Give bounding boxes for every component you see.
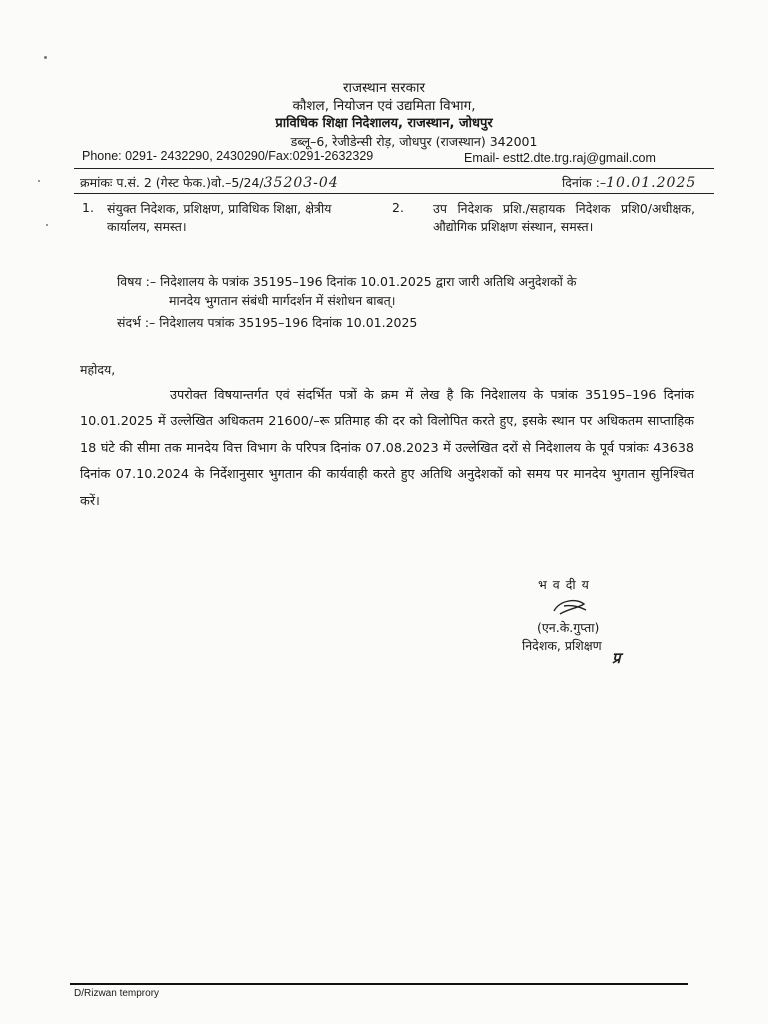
scan-speck: [38, 180, 40, 182]
signature-mark: [550, 596, 590, 618]
date-prefix: दिनांक :–: [562, 175, 607, 190]
scan-speck: [46, 224, 48, 226]
addressee-1-number: 1.: [82, 200, 94, 215]
addressee-2-number: 2.: [392, 200, 404, 215]
handwritten-initial: प्र: [612, 649, 621, 667]
file-path: D/Rizwan temprory: [74, 988, 160, 999]
office-address: डब्लू–6, रेजीडेन्सी रोड़, जोधपुर (राजस्थान) 342001: [290, 134, 538, 149]
reference-number-prefix: क्रमांकः प.सं. 2 (गेस्ट फेक.)वो.–5/24/: [80, 175, 264, 190]
reference-number: [80, 174, 339, 191]
reference-rule: [74, 193, 714, 194]
header-rule: [74, 168, 714, 169]
reference-number-handwritten: 35203-04: [263, 175, 339, 191]
valediction: भवदीय: [538, 577, 595, 592]
email-address: Email- estt2.dte.trg.raj@gmail.com: [464, 151, 656, 165]
subject: [117, 272, 697, 310]
addressee-1: संयुक्त निदेशक, प्रशिक्षण, प्राविधिक शिक्षा, क्षेत्रीय कार्यालय, समस्त।: [107, 201, 332, 234]
date-handwritten: 10.01.2025: [606, 175, 697, 191]
signatory-name: (एन.के.गुप्ता): [537, 620, 600, 635]
scan-speck: [44, 56, 47, 59]
government-name: राजस्थान सरकार: [343, 80, 425, 96]
footer-rule: [70, 983, 688, 985]
subject-line-2: मानदेय भुगतान संबंधी मार्गदर्शन में संशोधन बाबत्।: [169, 293, 396, 308]
signatory-designation: निदेशक, प्रशिक्षण: [522, 638, 602, 653]
letter-body: उपरोक्त विषयान्तर्गत एवं संदर्भित पत्रों के क्रम में लेख है कि निदेशालय के पत्रांक 35195–196 दिनांक 10.01.2025 में उल्लेखित अधिकतम 21600/–रू प्रतिमाह की दर को विलोपित करते हुए, इसके स्थान पर अधिकतम साप्ताहिक 18 घंटे की सीमा तक मानदेय वित्त विभाग के परिपत्र दिनांक 07.08.2023 में उल्लेखित दरों से निदेशालय के पूर्व पत्रांकः 43638 दिनांक 07.10.2024 के निर्देशानुसार भुगतान की कार्यवाही करते हुए अतिथि अनुदेशकों को समय पर मानदेय भुगतान सुनिश्चित करें।: [80, 388, 694, 509]
letter-date: [562, 174, 696, 191]
addressee-2: उप निदेशक प्रशि./सहायक निदेशक प्रशि0/अधीक्षक, औद्योगिक प्रशिक्षण संस्थान, समस्त।: [433, 201, 695, 234]
phone-fax: Phone: 0291- 2432290, 2430290/Fax:0291-2632329: [82, 149, 374, 163]
reference-line: संदर्भ :– निदेशालय पत्रांक 35195–196 दिनांक 10.01.2025: [117, 315, 418, 330]
department-name: कौशल, नियोजन एवं उद्यमिता विभाग,: [292, 98, 476, 114]
directorate-name: प्राविधिक शिक्षा निदेशालय, राजस्थान, जोधपुर: [275, 116, 493, 131]
subject-line-1: विषय :– निदेशालय के पत्रांक 35195–196 दिनांक 10.01.2025 द्वारा जारी अतिथि अनुदेशकों के: [117, 274, 577, 289]
salutation: महोदय,: [80, 362, 116, 377]
